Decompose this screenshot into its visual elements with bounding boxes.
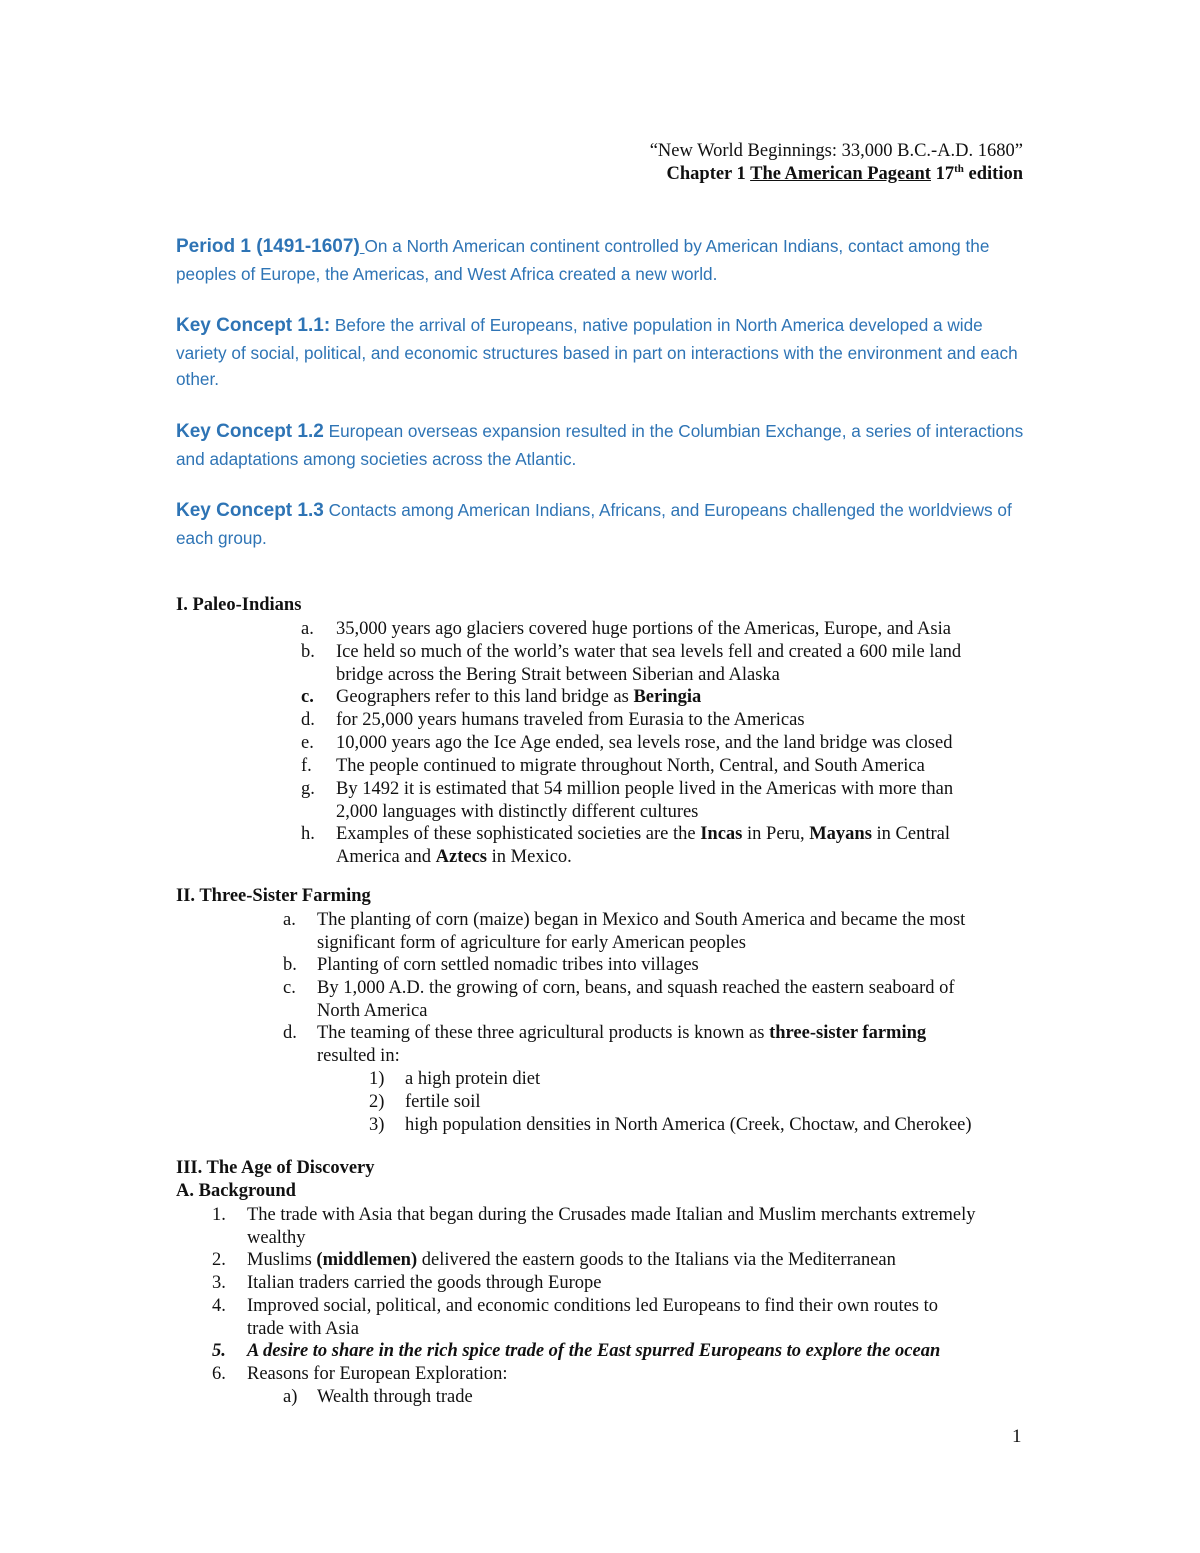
page-number: 1 xyxy=(1012,1426,1022,1447)
item-text: Improved social, political, and economic conditions led Europeans to find their own routes to xyxy=(247,1296,939,1316)
item-text-cont: resulted in: xyxy=(317,1045,400,1066)
item-text-plain: Muslims xyxy=(247,1250,317,1270)
item-text xyxy=(247,1249,896,1272)
period-label: Period 1 (1491-1607) xyxy=(176,236,360,257)
item-text: 35,000 years ago glaciers covered huge portions of the Americas, Europe, and Asia xyxy=(336,619,951,639)
item-text: The trade with Asia that began during the Crusades made Italian and Muslim merchants extremely xyxy=(247,1205,976,1225)
item-label: 4. xyxy=(212,1296,226,1316)
item-label: c. xyxy=(283,978,296,998)
section-heading-paleo-indians: I. Paleo-Indians xyxy=(176,595,302,615)
item-text: Planting of corn settled nomadic tribes into villages xyxy=(317,955,699,975)
item-label: f. xyxy=(301,756,312,776)
book-title: The American Pageant xyxy=(750,164,931,184)
edition-number: 17 xyxy=(930,164,955,184)
item-label: 6. xyxy=(212,1364,226,1384)
term-beringia: Beringia xyxy=(633,687,702,707)
term-aztecs: Aztecs xyxy=(435,846,488,867)
item-label: 5. xyxy=(212,1341,226,1361)
edition-superscript: th xyxy=(954,162,964,175)
item-text xyxy=(336,823,950,846)
item-text: The planting of corn (maize) began in Mexico and South America and became the most xyxy=(317,910,966,930)
key-concept-label: Key Concept 1.2 xyxy=(176,421,324,442)
item-label: d. xyxy=(283,1023,297,1043)
item-text-cont: trade with Asia xyxy=(247,1318,360,1339)
item-label: b. xyxy=(283,955,297,975)
section-heading-three-sister-farming: II. Three-Sister Farming xyxy=(176,886,371,906)
item-text: Wealth through trade xyxy=(317,1387,473,1407)
item-label: 3. xyxy=(212,1273,226,1293)
item-text-cont: wealthy xyxy=(247,1227,306,1248)
key-concept-text: Before the arrival of Europeans, native population in North America developed a wide variety of social, political, and economic structures based in part on interactions with the environment and each other. xyxy=(176,315,1018,389)
key-concept-label: Key Concept 1.1: xyxy=(176,315,331,336)
item-label: 3) xyxy=(369,1115,385,1135)
item-text: 10,000 years ago the Ice Age ended, sea levels rose, and the land bridge was closed xyxy=(336,733,953,753)
key-concept-1-2 xyxy=(176,418,1036,472)
period-statement xyxy=(176,233,1036,287)
section-heading-age-of-discovery: III. The Age of Discovery xyxy=(176,1158,375,1178)
item-text: By 1492 it is estimated that 54 million people lived in the Americas with more than xyxy=(336,779,954,799)
item-text-cont: North America xyxy=(317,1000,428,1021)
edition-suffix: edition xyxy=(963,164,1023,184)
item-label: c. xyxy=(301,687,314,707)
document-title: “New World Beginnings: 33,000 B.C.-A.D. 1680” xyxy=(649,141,1023,161)
item-text: A desire to share in the rich spice trade of the East spurred Europeans to explore the ocean xyxy=(247,1341,941,1361)
item-text: The people continued to migrate throughout North, Central, and South America xyxy=(336,756,925,776)
item-text-cont: bridge across the Bering Strait between Siberian and Alaska xyxy=(336,664,780,685)
item-label: d. xyxy=(301,710,315,730)
item-text-plain: in Mexico. xyxy=(487,846,572,867)
item-text-plain: The teaming of these three agricultural products is known as xyxy=(317,1023,770,1043)
item-text: a high protein diet xyxy=(405,1069,541,1089)
item-label: 2. xyxy=(212,1250,226,1270)
item-text: fertile soil xyxy=(405,1092,481,1112)
key-concept-1-3 xyxy=(176,497,1036,551)
item-label: h. xyxy=(301,824,315,844)
key-concept-label: Key Concept 1.3 xyxy=(176,500,324,521)
item-text: for 25,000 years humans traveled from Eurasia to the Americas xyxy=(336,710,805,730)
item-label: g. xyxy=(301,779,315,799)
item-text-plain: in Central xyxy=(871,824,950,844)
item-text: Reasons for European Exploration: xyxy=(247,1364,508,1384)
item-text xyxy=(336,686,701,709)
item-label: b. xyxy=(301,642,315,662)
term-incas: Incas xyxy=(700,824,743,844)
key-concept-text: Contacts among American Indians, Africans, and Europeans challenged the worldviews of each group. xyxy=(176,500,1012,548)
item-text: Ice held so much of the world’s water that sea levels fell and created a 600 mile land xyxy=(336,642,962,662)
term-three-sister-farming: three-sister farming xyxy=(769,1023,927,1043)
term-middlemen: (middlemen) xyxy=(316,1250,418,1270)
item-text-cont xyxy=(336,846,950,869)
item-label: 1) xyxy=(369,1069,385,1089)
item-text-cont: 2,000 languages with distinctly different cultures xyxy=(336,801,699,822)
period-text: On a North American continent controlled by American Indians, contact among the peoples of Europe, the Americas, and West Africa created a new world. xyxy=(176,236,990,284)
item-label: 1. xyxy=(212,1205,226,1225)
item-text-plain: Geographers refer to this land bridge as xyxy=(336,687,634,707)
item-text-plain: America and xyxy=(336,846,436,867)
item-text: high population densities in North America (Creek, Choctaw, and Cherokee) xyxy=(405,1115,972,1135)
item-label: a) xyxy=(283,1387,298,1407)
term-mayans: Mayans xyxy=(809,824,872,844)
item-text-plain: in Peru, xyxy=(742,824,810,844)
item-text xyxy=(317,1022,926,1045)
item-text: By 1,000 A.D. the growing of corn, beans, and squash reached the eastern seaboard of xyxy=(317,978,955,998)
item-label: e. xyxy=(301,733,314,753)
item-text: Italian traders carried the goods through Europe xyxy=(247,1273,602,1293)
subsection-heading-background: A. Background xyxy=(176,1181,296,1201)
item-text-cont: significant form of agriculture for early American peoples xyxy=(317,932,746,953)
chapter-prefix: Chapter 1 xyxy=(666,164,751,184)
item-text-plain: delivered the eastern goods to the Italians via the Mediterranean xyxy=(417,1250,896,1270)
chapter-line xyxy=(667,164,1024,185)
item-text-plain: Examples of these sophisticated societies are the xyxy=(336,824,701,844)
item-label: a. xyxy=(301,619,314,639)
key-concept-1-1 xyxy=(176,312,1036,393)
key-concept-text: European overseas expansion resulted in the Columbian Exchange, a series of interactions and adaptations among societies across the Atlantic. xyxy=(176,421,1024,469)
item-label: a. xyxy=(283,910,296,930)
item-label: 2) xyxy=(369,1092,385,1112)
